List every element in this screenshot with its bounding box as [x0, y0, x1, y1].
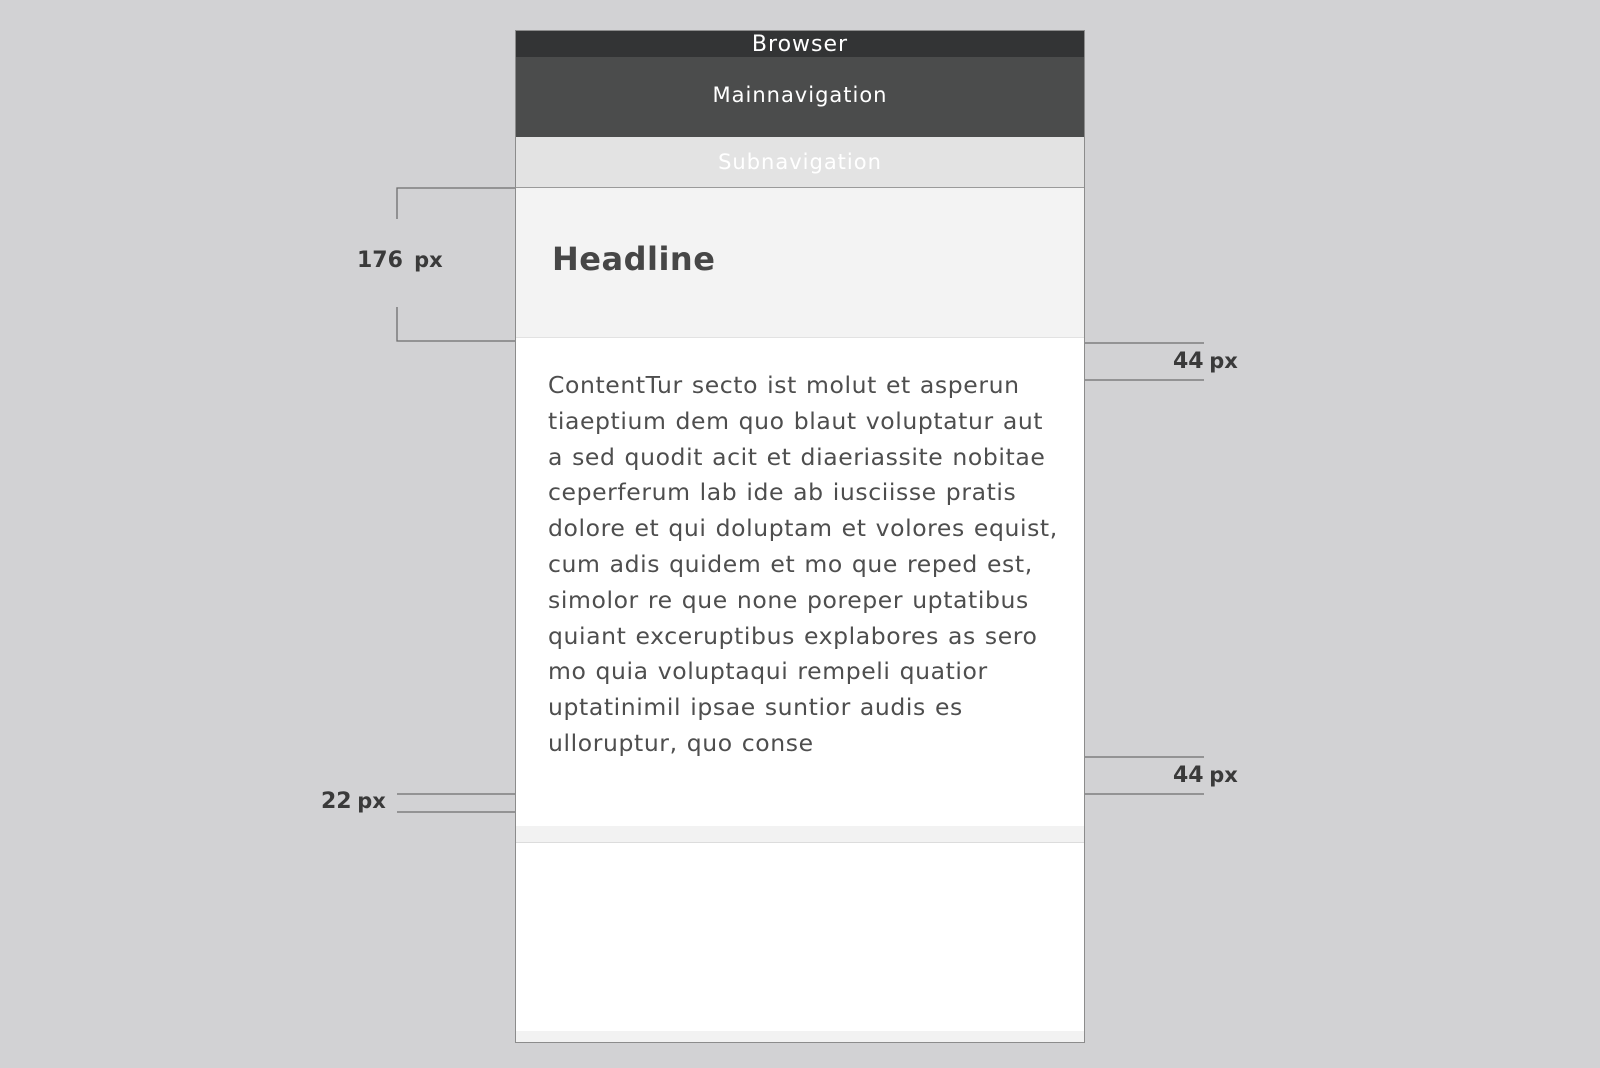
bottom-strip	[516, 1031, 1084, 1043]
lower-section	[516, 843, 1084, 1043]
headline: Headline	[552, 240, 716, 278]
section-gap-label	[321, 789, 386, 814]
content-text: ContentTur secto ist molut et asperun tiaeptium dem quo blaut voluptatur aut a sed quodit acit et diaeriassite nobitae ceperferum lab ide ab iusciisse pratis dolore et qui doluptam et volores equist, cum adis quidem et mo que reped est, simolor re que none poreper uptatibus quiant exceruptibus explabores as sero mo quia voluptaqui rempeli quatior uptatinimil ipsae suntior audis es ulloruptur, quo conse	[548, 371, 1058, 757]
main-navigation	[516, 57, 1084, 137]
main-navigation-label: Mainnavigation	[712, 83, 888, 107]
content-bottom-padding-unit: px	[1209, 763, 1238, 787]
content-top-padding-value: 44	[1173, 349, 1204, 374]
headline-height-unit: px	[414, 248, 443, 272]
sub-navigation	[516, 137, 1084, 188]
content-bottom-padding-label	[1173, 763, 1238, 788]
browser-bar	[516, 31, 1084, 57]
headline-section	[516, 188, 1084, 338]
section-gap-unit: px	[357, 789, 386, 813]
headline-height-bracket-bottom	[397, 307, 515, 341]
section-gap	[516, 826, 1084, 843]
headline-height-bracket-top	[397, 188, 515, 219]
wireframe-frame	[515, 30, 1085, 1043]
headline-height-value: 176	[357, 248, 403, 273]
content-section	[516, 338, 1084, 826]
sub-navigation-label: Subnavigation	[718, 150, 882, 174]
headline-height-label	[357, 248, 443, 273]
content-bottom-padding-value: 44	[1173, 763, 1204, 788]
section-gap-value: 22	[321, 789, 352, 814]
content-top-padding-unit: px	[1209, 349, 1238, 373]
content-top-padding-label	[1173, 349, 1238, 374]
browser-bar-label: Browser	[751, 32, 849, 57]
